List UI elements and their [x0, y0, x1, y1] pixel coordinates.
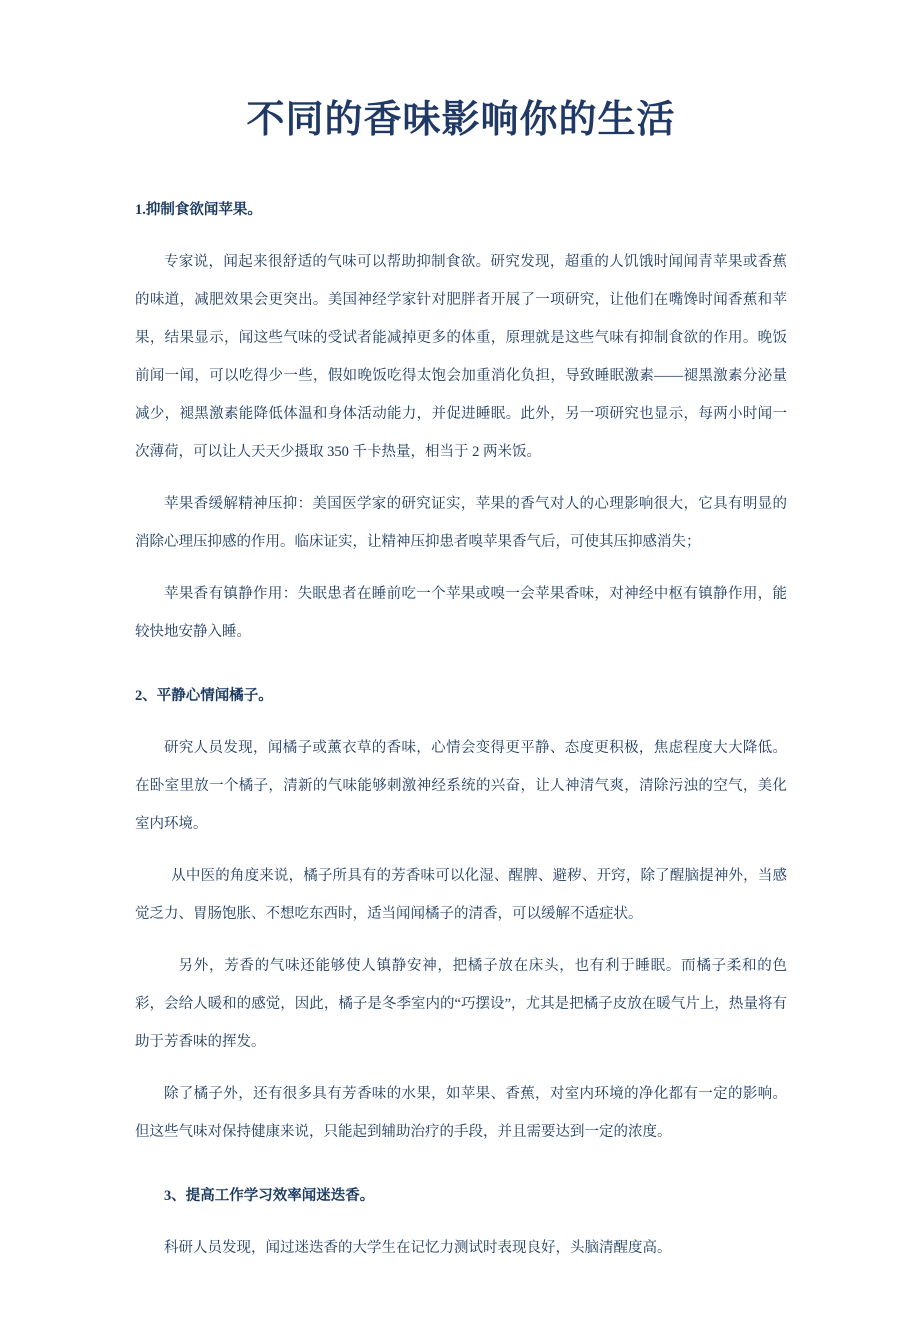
paragraph-apple-stress-relief: 苹果香缓解精神压抑：美国医学家的研究证实，苹果的香气对人的心理影响很大，它具有明显的消除心理压抑感的作用。临床证实，让精神压抑患者嗅苹果香气后，可使其压抑感消失； [135, 496, 787, 551]
document-body [135, 191, 787, 1267]
paragraph-orange-calm: 研究人员发现，闻橘子或薰衣草的香味，心情会变得更平静、态度更积极，焦虑程度大大降低。在卧室里放一个橘子，清新的气味能够刺激神经系统的兴奋，让人神清气爽，清除污浊的空气，美化室内环境。 [135, 740, 787, 833]
paragraph-rosemary-memory: 科研人员发现，闻过迷迭香的大学生在记忆力测试时表现良好，头脑清醒度高。 [164, 1240, 672, 1257]
section-2-heading: 2、平静心情闻橘子。 [135, 688, 273, 705]
paragraph-orange-tcm: 从中医的角度来说，橘子所具有的芳香味可以化湿、醒脾、避秽、开窍，除了醒脑提神外，当感觉乏力、胃肠饱胀、不想吃东西时，适当闻闻橘子的清香，可以缓解不适症状。 [135, 868, 787, 923]
paragraph-orange-sleep-decor: 另外，芳香的气味还能够使人镇静安神，把橘子放在床头，也有利于睡眠。而橘子柔和的色彩，会给人暖和的感觉，因此，橘子是冬季室内的“巧摆设”，尤其是把橘子皮放在暖气片上，热量将有助于芳香味的挥发。 [135, 958, 787, 1051]
paragraph-other-fruits: 除了橘子外，还有很多具有芳香味的水果，如苹果、香蕉，对室内环境的净化都有一定的影响。但这些气味对保持健康来说，只能起到辅助治疗的手段，并且需要达到一定的浓度。 [135, 1086, 787, 1141]
paragraph-apple-appetite: 专家说，闻起来很舒适的气味可以帮助抑制食欲。研究发现，超重的人饥饿时闻闻青苹果或香蕉的味道，减肥效果会更突出。美国神经学家针对肥胖者开展了一项研究，让他们在嘴馋时闻香蕉和苹果，结果显示，闻这些气味的受试者能减掉更多的体重，原理就是这些气味有抑制食欲的作用。晚饭前闻一闻，可以吃得少一些，假如晚饭吃得太饱会加重消化负担，导致睡眠激素——褪黑激素分泌量减少，褪黑激素能降低体温和身体活动能力，并促进睡眠。此外，另一项研究也显示，每两小时闻一次薄荷，可以让人天天少摄取 350 千卡热量，相当于 2 两米饭。 [135, 254, 787, 461]
paragraph-apple-sedative: 苹果香有镇静作用：失眠患者在睡前吃一个苹果或嗅一会苹果香味，对神经中枢有镇静作用，能较快地安静入睡。 [135, 586, 787, 641]
section-3-heading: 3、提高工作学习效率闻迷迭香。 [164, 1188, 375, 1205]
section-1-heading: 1.抑制食欲闻苹果。 [135, 202, 262, 219]
document-title: 不同的香味影响你的生活 [246, 99, 676, 141]
